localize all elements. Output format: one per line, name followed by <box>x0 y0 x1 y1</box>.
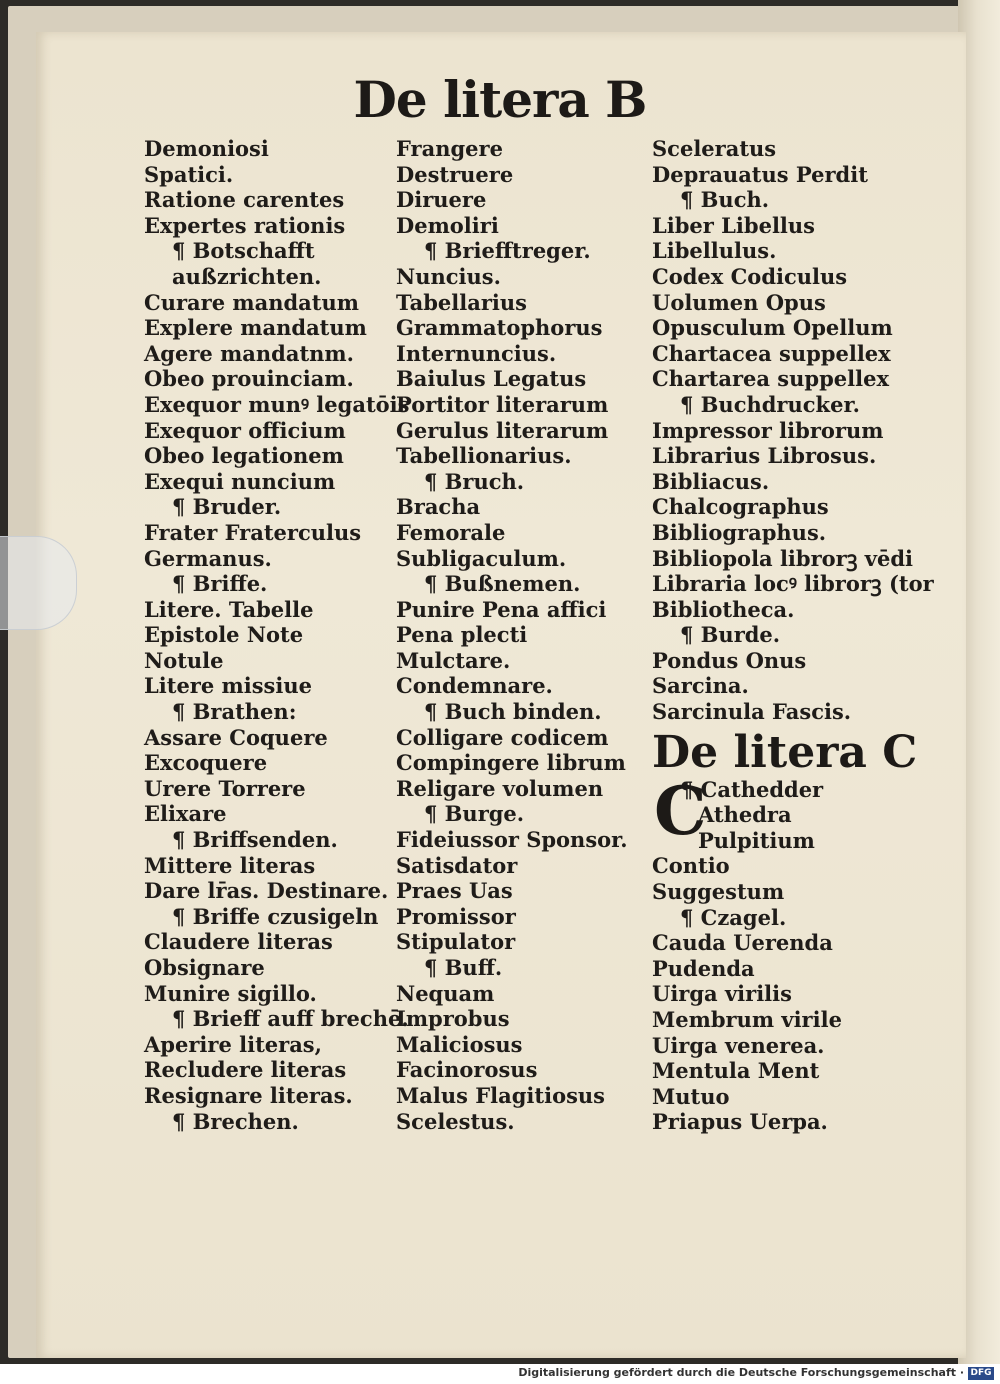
word-entry: Excoquere <box>144 750 268 776</box>
word-entry: Spatici. <box>144 161 234 187</box>
word-entry: Maliciosus <box>396 1031 523 1057</box>
drop-initial-c: C <box>654 771 707 850</box>
word-entry: Condemnare. <box>396 673 553 699</box>
word-entry: Priapus Uerpa. <box>652 1109 828 1135</box>
word-entry: Grammatophorus <box>396 315 603 341</box>
word-entry: Facinorosus <box>396 1057 538 1083</box>
word-entry: Religare volumen <box>396 775 604 801</box>
footer-credit: Digitalisierung gefördert durch die Deutsche Forschungsgemeinschaft · <box>518 1366 964 1379</box>
word-entry: Sarcinula Fascis. <box>652 699 852 725</box>
subheading-entry: ¶ Buch. <box>680 187 770 213</box>
word-entry: Bibliotheca. <box>652 596 795 622</box>
word-entry: Bibliacus. <box>652 468 770 494</box>
word-entry: Chartarea suppellex <box>652 366 889 392</box>
word-entry: Epistole Note <box>144 622 304 648</box>
word-entry: Explere mandatum <box>144 315 367 341</box>
word-entry: Gerulus literarum <box>396 417 609 443</box>
word-entry: Ratione carentes <box>144 187 345 213</box>
word-entry: Expertes rationis <box>144 212 346 238</box>
column-3 <box>652 136 934 1135</box>
word-entry: Opusculum Opellum <box>652 315 893 341</box>
plastic-clip <box>0 536 77 630</box>
word-entry: Baiulus Legatus <box>396 366 587 392</box>
word-entry: Femorale <box>396 519 506 545</box>
word-entry: Pudenda <box>652 955 755 981</box>
subheading-entry: außzrichten. <box>172 263 322 289</box>
word-entry: Curare mandatum <box>144 289 359 315</box>
subheading-entry: ¶ Czagel. <box>680 904 787 930</box>
dfg-logo: DFG <box>968 1367 994 1380</box>
word-entry: Elixare <box>144 801 227 827</box>
word-entry: Impressor librorum <box>652 417 884 443</box>
word-entry: Resignare literas. <box>144 1082 353 1108</box>
word-entry: Subligaculum. <box>396 545 567 571</box>
subheading-entry: ¶ Brechen. <box>172 1108 299 1134</box>
column-2 <box>396 136 654 1134</box>
word-entry: Claudere literas <box>144 929 333 955</box>
word-entry: Cauda Uerenda <box>652 930 833 956</box>
word-entry: Tabellionarius. <box>396 443 572 469</box>
subheading-entry: ¶ Buchdrucker. <box>680 391 860 417</box>
word-entry: Fideiussor Sponsor. <box>396 827 628 853</box>
subheading-entry: ¶ Bußnemen. <box>424 571 581 597</box>
word-entry: Chartacea suppellex <box>652 340 891 366</box>
word-entry: Compingere librum <box>396 750 626 776</box>
word-entry: Codex Codiculus <box>652 263 848 289</box>
word-entry: Pondus Onus <box>652 647 807 673</box>
subheading-entry: ¶ Bruder. <box>172 494 282 520</box>
footer-bar <box>0 1364 1000 1384</box>
word-entry: Frangere <box>396 136 503 161</box>
word-entry: Germanus. <box>144 545 272 571</box>
word-entry: Mulctare. <box>396 647 511 673</box>
word-entry: Bracha <box>396 494 481 520</box>
word-entry: Exequor munꝰ legatōis <box>144 391 410 417</box>
word-entry: Pena plecti <box>396 622 528 648</box>
word-entry: Litere. Tabelle <box>144 596 314 622</box>
word-entry: Obeo prouinciam. <box>144 366 354 392</box>
word-entry: Librarius Librosus. <box>652 443 877 469</box>
word-entry: Tabellarius <box>396 289 527 315</box>
word-entry: Stipulator <box>396 929 516 955</box>
subheading-entry: ¶ Briefftreger. <box>424 238 591 264</box>
subheading-entry: ¶ Botschafft <box>172 238 315 264</box>
word-entry: Obeo legationem <box>144 443 344 469</box>
word-entry: Deprauatus Perdit <box>652 161 868 187</box>
word-entry: Obsignare <box>144 955 265 980</box>
word-entry: Uolumen Opus <box>652 289 826 315</box>
word-entry: Nequam <box>396 980 495 1006</box>
subheading-entry: ¶ Briffe czusigeln <box>172 903 379 929</box>
word-entry: Dare lr̄as. Destinare. <box>144 878 389 904</box>
column-1 <box>144 136 410 1134</box>
word-entry: Satisdator <box>396 852 518 878</box>
word-entry: Pulpitium <box>698 827 815 853</box>
word-entry: Notule <box>144 647 224 673</box>
subheading-entry: ¶ Bruch. <box>424 468 525 494</box>
word-entry: Membrum virile <box>652 1007 842 1032</box>
word-entry: Suggestum <box>652 879 785 905</box>
word-entry: Uirga virilis <box>652 981 792 1007</box>
word-entry: Scelestus. <box>396 1108 515 1134</box>
word-entry: Destruere <box>396 161 514 187</box>
word-entry: Portitor literarum <box>396 391 609 417</box>
word-entry: Nuncius. <box>396 263 501 289</box>
word-entry: Bibliopola librorꝫ vēdi <box>652 545 913 571</box>
word-entry: Liber Libellus <box>652 212 815 238</box>
subheading-entry: ¶ Cathedder C <box>654 771 824 850</box>
word-entry: Sarcina. <box>652 673 749 699</box>
word-entry: Bibliographus. <box>652 519 827 545</box>
word-entry: Punire Pena affici <box>396 596 607 622</box>
word-entry: Exequi nuncium <box>144 468 336 494</box>
word-entry: Urere Torrere <box>144 775 306 801</box>
word-entry: Contio <box>652 853 730 879</box>
word-entry: Libellulus. <box>652 238 777 264</box>
subheading-entry: ¶ Briffsenden. <box>172 827 338 853</box>
word-entry: Uirga venerea. <box>652 1032 825 1058</box>
subheading-entry: ¶ Brathen: <box>172 699 297 725</box>
word-entry: Agere mandatnm. <box>144 340 354 366</box>
subheading-entry: ¶ Buch binden. <box>424 699 602 725</box>
word-entry: Libraria locꝰ librorꝫ (tor <box>652 571 934 597</box>
word-entry: Athedra <box>698 802 792 828</box>
word-entry: Diruere <box>396 187 487 213</box>
word-entry: Exequor officium <box>144 417 346 443</box>
word-entry: Praes Uas <box>396 878 513 904</box>
word-entry: Munire sigillo. <box>144 980 317 1006</box>
word-entry: Mittere literas <box>144 852 316 878</box>
word-entry: Promissor <box>396 903 516 929</box>
subheading-entry: ¶ Burde. <box>680 622 781 648</box>
word-entry: Colligare codicem <box>396 724 609 750</box>
word-entry: Demoliri <box>396 212 499 238</box>
word-entry: Internuncius. <box>396 340 557 366</box>
page-heading: De litera B <box>353 70 647 129</box>
word-entry: Mentula Ment <box>652 1058 820 1084</box>
word-entry: Frater Fraterculus <box>144 519 362 545</box>
word-entry: Demoniosi <box>144 136 269 161</box>
subheading-entry: ¶ Brieff auff brechē. <box>172 1006 409 1032</box>
word-entry: Litere missiue <box>144 673 312 699</box>
subheading-entry: ¶ Briffe. <box>172 571 268 597</box>
section-heading-c: De litera C <box>652 726 918 778</box>
word-entry: Malus Flagitiosus <box>396 1082 605 1108</box>
word-entry: Recludere literas <box>144 1057 347 1083</box>
word-entry: Mutuo <box>652 1083 730 1109</box>
word-entry: Assare Coquere <box>144 724 328 750</box>
section-c-entries <box>652 771 912 1135</box>
word-entry: Sceleratus <box>652 136 777 161</box>
word-entry: Improbus <box>396 1006 510 1032</box>
subheading-entry: ¶ Burge. <box>424 801 525 827</box>
subheading-entry: ¶ Buff. <box>424 955 503 980</box>
word-entry: Chalcographus <box>652 494 829 520</box>
word-entry: Aperire literas, <box>144 1031 322 1057</box>
